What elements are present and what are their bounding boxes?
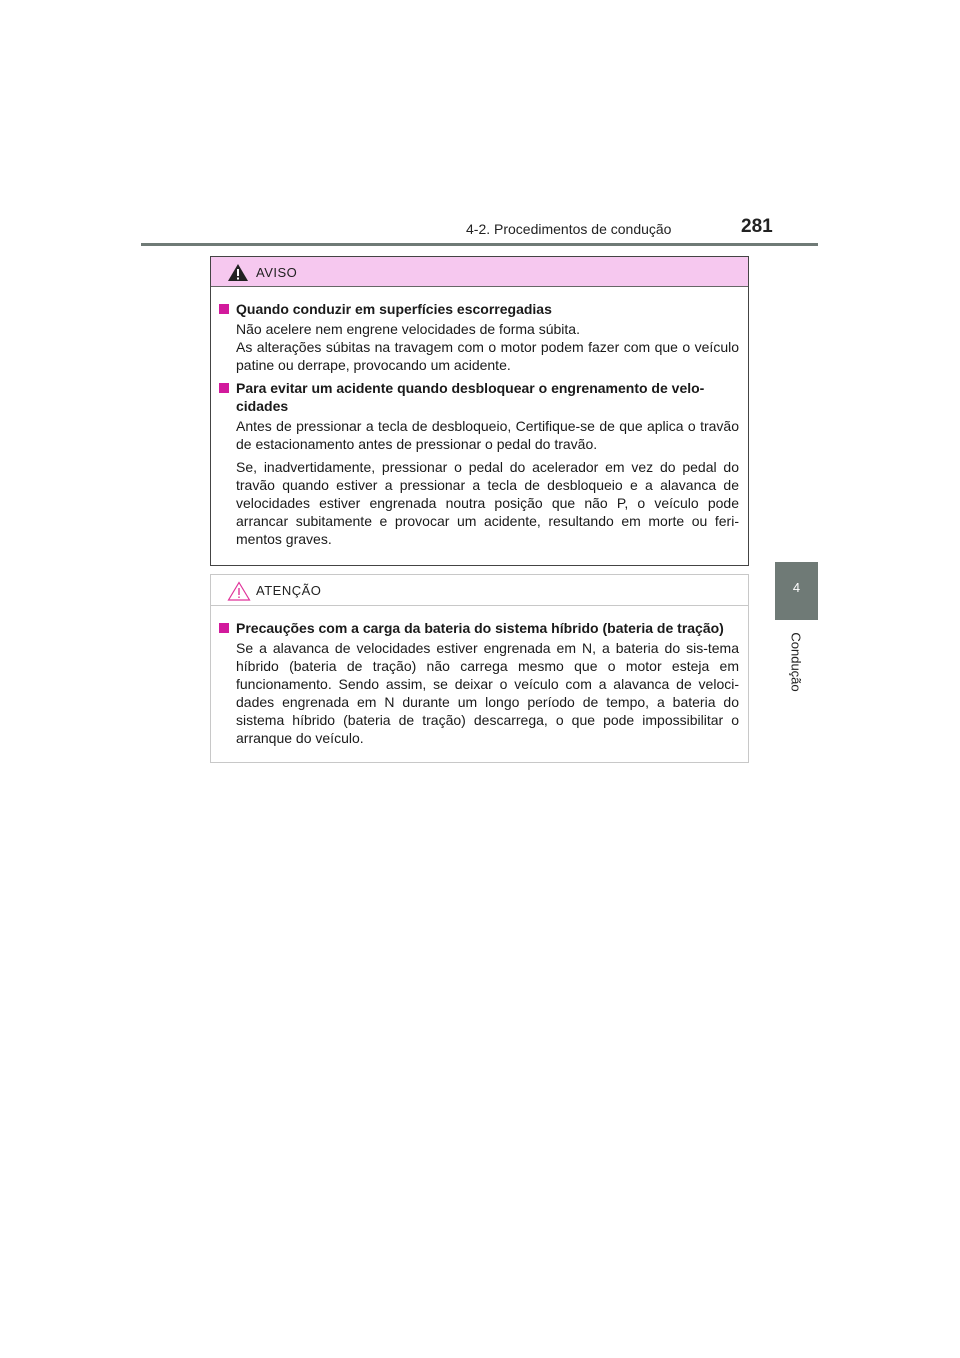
page-number: 281 [741, 216, 773, 237]
warning-box [210, 256, 749, 566]
warning-box-header [211, 257, 748, 287]
caution-item-paragraph: Se a alavanca de velocidades estiver engrenada em N, a bateria do sis-tema híbrido (bateria de tração) não carrega mesmo que o motor esteja em funcionamento. Sendo assim, se deixar o veículo com a alavanca de veloci-dades engrenada em N durante um longo período de tempo, a bateria do sistema híbrido (bateria de tração) descarrega, o que pode impossibilitar o arranque do veículo. [236, 640, 739, 746]
chapter-tab-number: 4 [792, 580, 801, 595]
warning-triangle-icon [227, 263, 249, 287]
warning-item-title [219, 379, 739, 415]
square-bullet-icon [219, 623, 229, 633]
page-header-section: 4-2. Procedimentos de condução [466, 221, 672, 237]
caution-box-header [211, 575, 748, 606]
chapter-tab [775, 562, 818, 620]
warning-box-title: AVISO [256, 265, 298, 280]
warning-item-title-text: Quando conduzir em superfícies escorregadias [236, 301, 552, 317]
caution-item-title-text: Precauções com a carga da bateria do sistema híbrido (bateria de tração) [236, 620, 724, 636]
caution-item [219, 619, 739, 747]
warning-item-paragraph: Antes de pressionar a tecla de desbloqueio, Certifique-se de que aplica o travão de estacionamento antes de pressionar o pedal do travão. [236, 418, 739, 452]
warning-item-title-text: Para evitar um acidente quando desbloquear o engrenamento de velo-cidades [236, 380, 705, 414]
warning-item-paragraph: Se, inadvertidamente, pressionar o pedal do acelerador em vez do pedal do travão quando estiver a pressionar a tecla de desbloqueio e a alavanca de velocidades estiver engrenada noutra posição que não P, o veículo pode arrancar subitamente e provocar um acidente, resultando em morte ou feri-mentos graves. [236, 459, 739, 547]
warning-item-title [219, 300, 739, 318]
warning-item [219, 300, 739, 374]
square-bullet-icon [219, 304, 229, 314]
warning-item-paragraph: Não acelere nem engrene velocidades de forma súbita. As alterações súbitas na travagem com o motor podem fazer com que o veículo patine ou derrape, provocando um acidente. [236, 321, 739, 373]
caution-box-body [211, 606, 748, 747]
caution-box [210, 574, 749, 763]
warning-box-body [211, 287, 748, 548]
caution-item-title [219, 619, 739, 637]
caution-triangle-icon [227, 581, 251, 606]
chapter-tab-label: Condução [788, 632, 804, 692]
caution-box-title: ATENÇÃO [256, 583, 322, 598]
warning-item [219, 379, 739, 548]
square-bullet-icon [219, 383, 229, 393]
header-rule [141, 243, 818, 246]
